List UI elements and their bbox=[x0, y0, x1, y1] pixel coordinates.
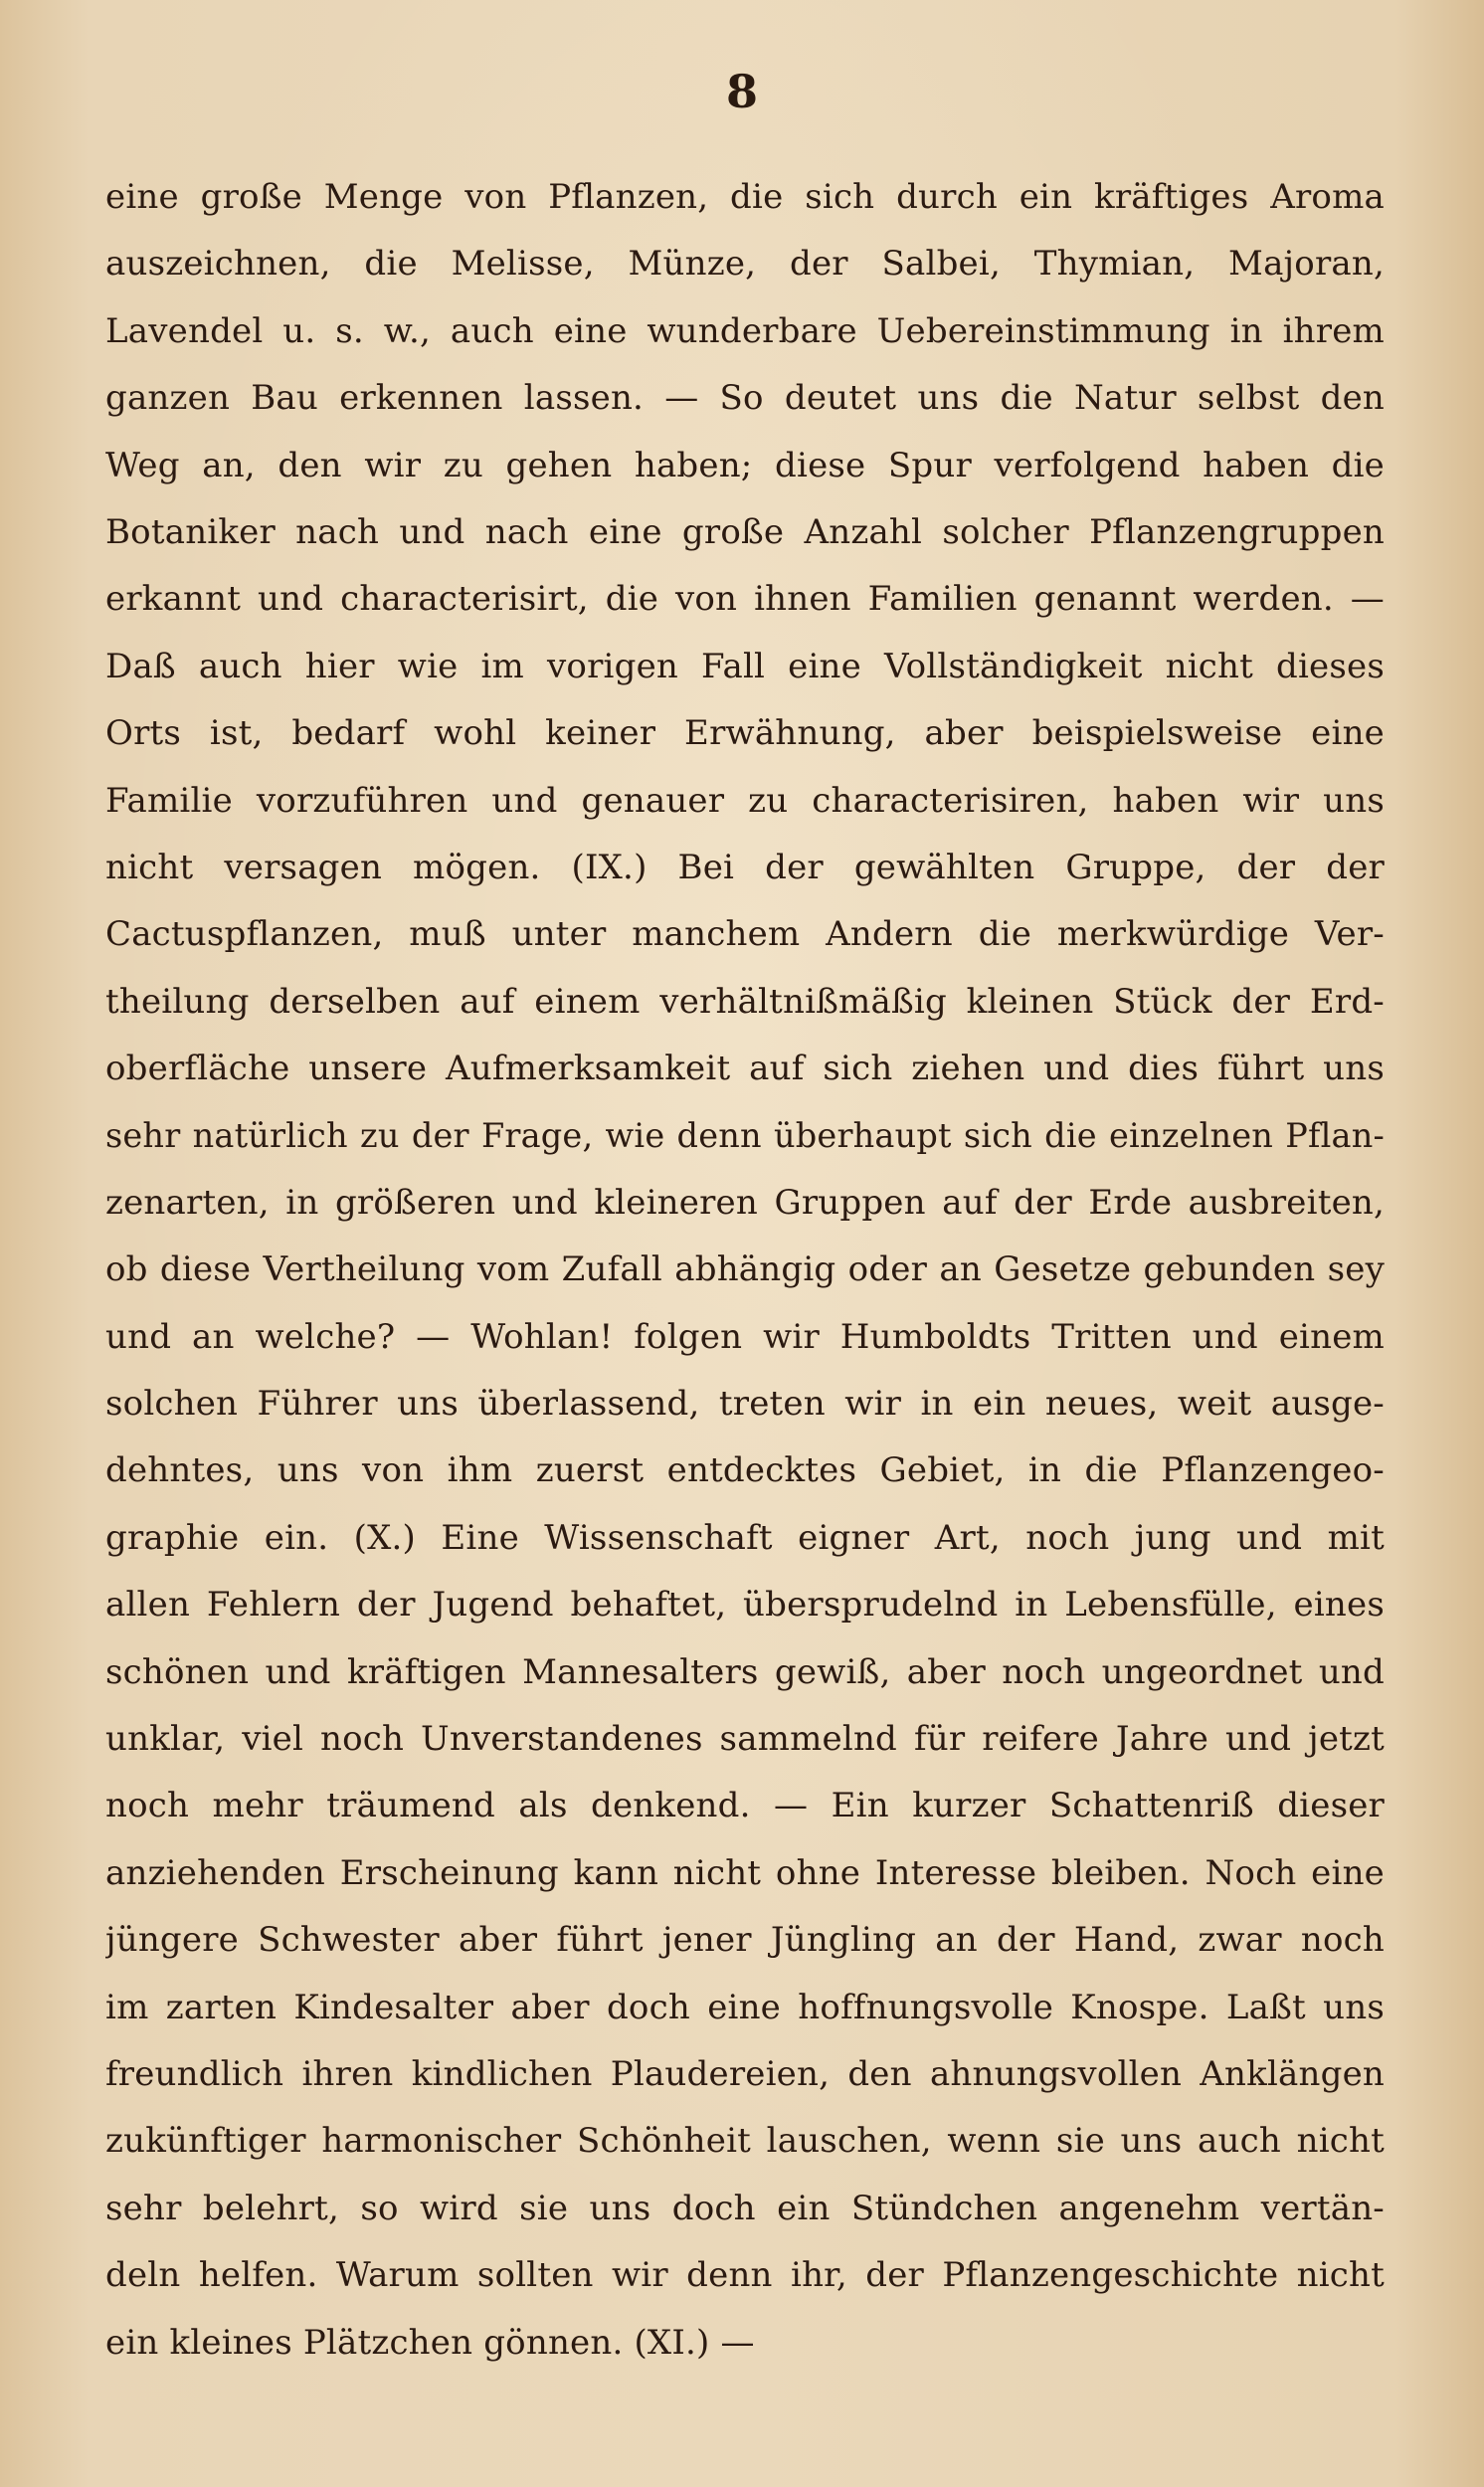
text-line: sehr natürlich zu der Frage, wie denn überhaupt sich die einzelnen Pflan- bbox=[105, 1116, 1385, 1156]
text-line: anziehenden Erscheinung kann nicht ohne Interesse bleiben. Noch eine bbox=[105, 1852, 1385, 1893]
text-line: zukünftiger harmonischer Schönheit lauschen, wenn sie uns auch nicht bbox=[105, 2121, 1385, 2162]
body-text bbox=[105, 164, 1385, 2377]
text-line: theilung derselben auf einem verhältnißmäßig kleinen Stück der Erd- bbox=[105, 981, 1385, 1022]
text-line: und an welche? — Wohlan! folgen wir Humboldts Tritten und einem bbox=[105, 1316, 1385, 1357]
text-line: dehntes, uns von ihm zuerst entdecktes Gebiet, in die Pflanzengeo- bbox=[105, 1450, 1385, 1491]
text-line: ein kleines Plätzchen gönnen. (XI.) — bbox=[105, 2322, 755, 2363]
text-line: Weg an, den wir zu gehen haben; diese Spur verfolgend haben die bbox=[105, 445, 1385, 485]
text-line: sehr belehrt, so wird sie uns doch ein Stündchen angenehm vertän- bbox=[105, 2188, 1385, 2228]
text-line: schönen und kräftigen Mannesalters gewiß, aber noch ungeordnet und bbox=[105, 1651, 1385, 1692]
page-number: 8 bbox=[725, 65, 758, 118]
text-line: nicht versagen mögen. (IX.) Bei der gewählten Gruppe, der der bbox=[105, 847, 1385, 887]
text-line: Daß auch hier wie im vorigen Fall eine Vollständigkeit nicht dieses bbox=[105, 646, 1385, 686]
text-line: ganzen Bau erkennen lassen. — So deutet uns die Natur selbst den bbox=[105, 378, 1385, 419]
text-line: auszeichnen, die Melisse, Münze, der Salbei, Thymian, Majoran, bbox=[105, 244, 1385, 285]
text-line: Familie vorzuführen und genauer zu characterisiren, haben wir uns bbox=[105, 780, 1385, 821]
text-line: erkannt und characterisirt, die von ihnen Familien genannt werden. — bbox=[105, 579, 1385, 620]
text-line: Lavendel u. s. w., auch eine wunderbare Uebereinstimmung in ihrem bbox=[105, 310, 1385, 351]
text-line: Orts ist, bedarf wohl keiner Erwähnung, aber beispielsweise eine bbox=[105, 713, 1385, 754]
text-line: deln helfen. Warum sollten wir denn ihr, der Pflanzengeschichte nicht bbox=[105, 2255, 1385, 2296]
text-line: eine große Menge von Pflanzen, die sich durch ein kräftiges Aroma bbox=[105, 177, 1385, 217]
text-line: Botaniker nach und nach eine große Anzahl solcher Pflanzengruppen bbox=[105, 511, 1385, 552]
text-line: allen Fehlern der Jugend behaftet, übersprudelnd in Lebensfülle, eines bbox=[105, 1585, 1385, 1626]
text-line: oberfläche unsere Aufmerksamkeit auf sich ziehen und dies führt uns bbox=[105, 1049, 1385, 1089]
text-line: freundlich ihren kindlichen Plaudereien, den ahnungsvollen Anklängen bbox=[105, 2053, 1385, 2094]
text-line: jüngere Schwester aber führt jener Jüngling an der Hand, zwar noch bbox=[105, 1920, 1385, 1961]
text-line: ob diese Vertheilung vom Zufall abhängig oder an Gesetze gebunden sey bbox=[105, 1249, 1385, 1290]
text-line: graphie ein. (X.) Eine Wissenschaft eigner Art, noch jung und mit bbox=[105, 1517, 1385, 1558]
text-line: Cactuspflanzen, muß unter manchem Andern die merkwürdige Ver- bbox=[105, 914, 1385, 955]
text-line: im zarten Kindesalter aber doch eine hoffnungsvolle Knospe. Laßt uns bbox=[105, 1987, 1385, 2027]
text-line: noch mehr träumend als denkend. — Ein kurzer Schattenriß dieser bbox=[105, 1786, 1385, 1826]
text-line: unklar, viel noch Unverstandenes sammelnd für reifere Jahre und jetzt bbox=[105, 1718, 1385, 1759]
text-line: solchen Führer uns überlassend, treten wir in ein neues, weit ausge- bbox=[105, 1384, 1385, 1425]
text-line: zenarten, in größeren und kleineren Gruppen auf der Erde ausbreiten, bbox=[105, 1182, 1385, 1223]
